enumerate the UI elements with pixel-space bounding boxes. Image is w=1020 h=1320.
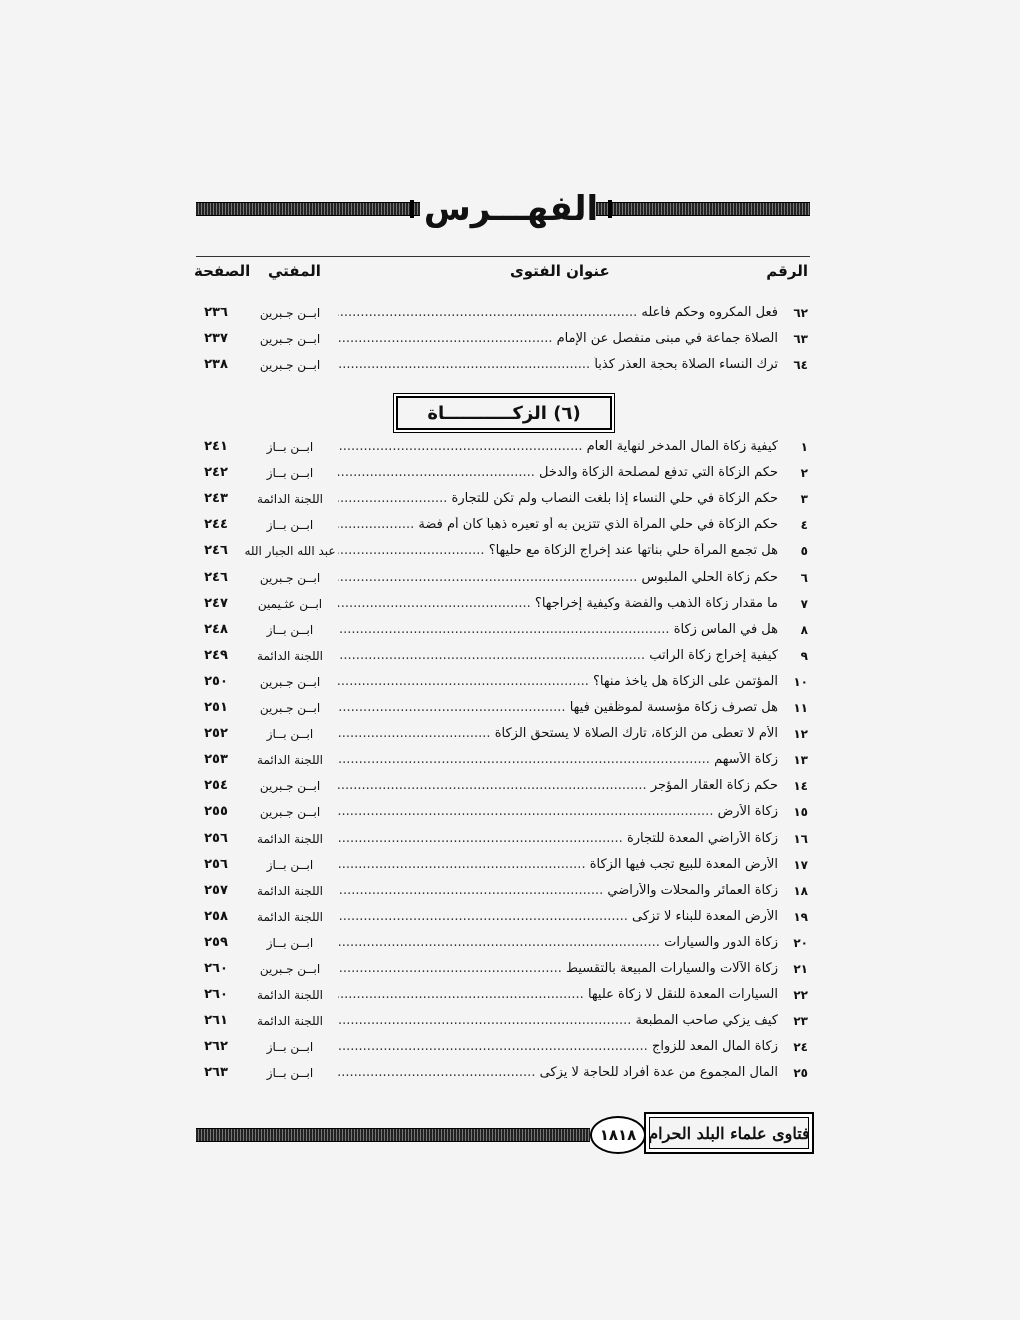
header-band-right [596, 202, 810, 216]
entry-mufti: اللجنة الدائمة [257, 1014, 323, 1029]
entry-page: ٢٤٩ [204, 647, 228, 663]
entry-page: ٢٣٨ [204, 357, 228, 372]
list-item [196, 1036, 808, 1060]
entry-mufti: ابــن جـبرين [259, 674, 321, 689]
entry-page: ٢٣٧ [204, 331, 228, 346]
entry-title: حكم زكاة العقار المؤجر ..... [338, 778, 778, 793]
entry-title: الأرض المعدة للبيع تجب فيها الزكاة ..... [338, 857, 778, 872]
entry-page: ٢٣٦ [204, 305, 228, 320]
book-title: فتاوى علماء البلد الحرام [644, 1112, 814, 1154]
list-item [196, 354, 808, 378]
list-item [196, 302, 808, 326]
list-item [196, 514, 808, 538]
entry-number: ٢ [800, 466, 808, 481]
entry-number: ١٦ [793, 831, 808, 846]
entry-number: ٦ [800, 570, 808, 585]
section-heading: (٦) الزكـــــــــــاة [396, 396, 612, 430]
list-item [196, 775, 808, 799]
list-item [196, 540, 808, 564]
list-item [196, 436, 808, 460]
entry-mufti: ابــن بــاز [266, 518, 314, 533]
list-item [196, 567, 808, 591]
entry-title: زكاة العمائر والمحلات والأراضي ..... [338, 883, 778, 898]
entry-number: ٢٥ [793, 1066, 808, 1081]
entry-mufti: اللجنة الدائمة [257, 883, 323, 898]
list-item [196, 593, 808, 617]
entry-mufti: اللجنة الدائمة [257, 988, 323, 1003]
entry-mufti: ابــن بــاز [266, 935, 314, 950]
entry-title: زكاة الأرض ..... [338, 804, 778, 819]
entry-page: ٢٥٠ [204, 673, 228, 689]
entry-number: ٥ [800, 544, 808, 559]
entry-page: ٢٤١ [204, 439, 228, 454]
list-item [196, 749, 808, 773]
entry-title: ما مقدار زكاة الذهب والفضة وكيفية إخراجها؟ ..... [338, 596, 778, 611]
entry-title: حكم الزكاة في حلي النساء إذا بلغت النصاب ولم تكن للتجارة ..... [338, 491, 778, 506]
entry-mufti: اللجنة الدائمة [257, 831, 323, 846]
page-number: ١٨١٨ [590, 1116, 646, 1154]
entry-mufti: ابــن عثـيمين [257, 596, 323, 611]
entry-number: ١٧ [793, 857, 808, 872]
entry-mufti: اللجنة الدائمة [257, 909, 323, 924]
footer-band [196, 1128, 590, 1142]
list-item [196, 828, 808, 852]
entry-mufti: ابــن بــاز [266, 857, 314, 872]
entry-number: ٣ [800, 492, 808, 507]
entry-mufti: ابــن جـبرين [259, 805, 321, 820]
entry-page: ٢٥١ [204, 700, 228, 715]
entry-mufti: ابــن جـبرين [259, 358, 321, 372]
entry-number: ٦٤ [793, 358, 808, 372]
entry-number: ٩ [800, 648, 808, 663]
column-header-page: الصفحة [194, 262, 251, 280]
entry-mufti: اللجنة الدائمة [257, 648, 323, 663]
entry-number: ١٩ [793, 909, 808, 924]
entry-page: ٢٥٧ [204, 882, 228, 898]
list-item [196, 906, 808, 930]
entry-number: ١٥ [793, 805, 808, 820]
entry-title: زكاة الآلات والسيارات المبيعة بالتقسيط ..... [338, 961, 778, 976]
entry-mufti: عبد الله الجبار الله [244, 544, 336, 559]
entry-number: ٢١ [793, 962, 808, 976]
column-header-mufti: المفتي [268, 262, 321, 280]
entry-page: ٢٤٢ [204, 465, 228, 481]
entry-page: ٢٦٣ [204, 1065, 228, 1081]
header-band-left [196, 202, 420, 216]
entry-page: ٢٤٧ [204, 595, 228, 611]
entry-title: هل تجمع المرأة حلي بناتها عند إخراج الزكاة مع حليها؟ ..... [338, 543, 778, 558]
entry-number: ٦٣ [793, 332, 808, 346]
entry-number: ١٨ [793, 883, 808, 898]
list-item [196, 932, 808, 956]
list-item [196, 488, 808, 512]
entry-number: ٢٣ [793, 1014, 808, 1029]
entry-page: ٢٤٣ [204, 491, 228, 507]
list-item [196, 1062, 808, 1086]
entry-page: ٢٥٤ [204, 778, 228, 794]
entry-number: ١٣ [793, 753, 808, 768]
entry-title: الأرض المعدة للبناء لا تزكى ..... [338, 909, 778, 924]
list-item [196, 723, 808, 747]
entry-title: المؤتمن على الزكاة هل يأخذ منها؟ ..... [338, 674, 778, 689]
entry-number: ٦٢ [793, 306, 808, 320]
entry-page: ٢٦٠ [204, 961, 228, 976]
entry-mufti: اللجنة الدائمة [257, 753, 323, 768]
entry-title: هل في الماس زكاة ..... [338, 622, 778, 637]
entry-title: السيارات المعدة للنقل لا زكاة عليها ..... [338, 987, 778, 1002]
entry-title: هل تصرف زكاة مؤسسة لموظفين فيها ..... [338, 700, 778, 715]
entry-title: حكم الزكاة التي تدفع لمصلحة الزكاة والدخل ..... [338, 465, 778, 480]
entry-title: زكاة المال المعد للزواج ..... [338, 1039, 778, 1054]
entry-number: ٢٠ [793, 935, 808, 950]
entry-title: كيف يزكي صاحب المطبعة ..... [338, 1013, 778, 1028]
column-header-number: الرقم [766, 262, 808, 280]
entry-title: زكاة الدور والسيارات ..... [338, 935, 778, 950]
list-item [196, 854, 808, 878]
entry-title: المال المجموع من عدة أفراد للحاجة لا يزكى ..... [338, 1065, 778, 1080]
entry-number: ١٤ [793, 779, 808, 794]
entry-mufti: ابــن جـبرين [259, 332, 321, 346]
entry-title: الأم لا تعطى من الزكاة، تارك الصلاة لا يستحق الزكاة ..... [338, 726, 778, 741]
entry-page: ٢٥٣ [204, 752, 228, 768]
entry-title: الصلاة جماعة في مبنى منفصل عن الإمام ..... [338, 331, 778, 346]
entry-title: زكاة الأسهم ..... [338, 752, 778, 767]
entry-page: ٢٦١ [204, 1013, 228, 1029]
entry-mufti: ابــن بــاز [266, 466, 314, 481]
entry-mufti: ابــن بــاز [266, 1040, 314, 1055]
entry-mufti: ابــن جـبرين [259, 701, 321, 715]
list-item [196, 645, 808, 669]
entry-page: ٢٦٢ [204, 1039, 228, 1055]
entry-number: ٨ [800, 622, 808, 637]
list-item [196, 984, 808, 1008]
entry-page: ٢٥٦ [204, 830, 228, 846]
header-divider [196, 256, 810, 257]
list-item [196, 328, 808, 352]
page-title-text: الفهـــرس [423, 189, 599, 229]
entry-number: ١ [800, 440, 808, 454]
entry-page: ٢٥٥ [204, 804, 228, 820]
entry-title: كيفية زكاة المال المدخر لنهاية العام ..... [338, 439, 778, 454]
square-ornament-icon [608, 200, 612, 218]
entry-page: ٢٥٦ [204, 856, 228, 872]
entry-page: ٢٤٦ [204, 543, 228, 559]
entry-page: ٢٦٠ [204, 987, 228, 1003]
list-item [196, 671, 808, 695]
entry-title: كيفية إخراج زكاة الراتب ..... [338, 648, 778, 663]
entry-mufti: ابــن بــاز [266, 440, 314, 454]
entry-title: حكم زكاة الحلي الملبوس ..... [338, 570, 778, 585]
entry-page: ٢٤٤ [204, 517, 228, 533]
entry-page: ٢٥٨ [204, 908, 228, 924]
entry-page: ٢٥٩ [204, 934, 228, 950]
entry-number: ٢٢ [793, 988, 808, 1003]
entry-mufti: ابــن جـبرين [259, 570, 321, 585]
list-item [196, 619, 808, 643]
list-item [196, 462, 808, 486]
entry-mufti: ابــن جـبرين [259, 306, 321, 320]
entry-number: ١١ [793, 701, 808, 715]
list-item [196, 958, 808, 982]
entry-title: حكم الزكاة في حلي المرأة الذي تتزين به أو تعيره ذهباً كان أم فضة ..... [338, 517, 778, 532]
entry-mufti: ابــن بــاز [266, 727, 314, 742]
entry-title: زكاة الأراضي المعدة للتجارة ..... [338, 831, 778, 846]
entry-page: ٢٥٢ [204, 726, 228, 742]
page-title [422, 186, 600, 232]
entry-mufti: ابــن بــاز [266, 622, 314, 637]
entry-page: ٢٤٦ [204, 569, 228, 585]
entry-title: ترك النساء الصلاة بحجة العذر كذباً ..... [338, 357, 778, 372]
list-item [196, 1010, 808, 1034]
entry-number: ١٢ [793, 727, 808, 742]
entry-number: ٤ [800, 518, 808, 533]
entry-number: ١٠ [793, 674, 808, 689]
entry-number: ٢٤ [793, 1040, 808, 1055]
list-item [196, 697, 808, 721]
entry-page: ٢٤٨ [204, 621, 228, 637]
list-item [196, 801, 808, 825]
entry-mufti: ابــن بــاز [266, 1066, 314, 1081]
entry-number: ٧ [800, 596, 808, 611]
entry-mufti: اللجنة الدائمة [257, 492, 323, 507]
list-item [196, 880, 808, 904]
entry-mufti: ابــن جـبرين [259, 779, 321, 794]
entry-title: فعل المكروه وحكم فاعله ..... [338, 305, 778, 320]
entry-mufti: ابــن جـبرين [259, 962, 321, 976]
column-header-title: عنوان الفتوى [510, 262, 610, 280]
square-ornament-icon [410, 200, 414, 218]
